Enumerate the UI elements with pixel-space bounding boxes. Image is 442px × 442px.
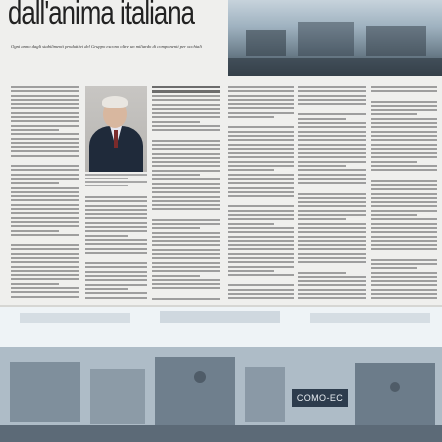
factory-photo-top (228, 0, 442, 76)
text-line (298, 135, 366, 137)
portrait-caption (85, 174, 147, 188)
text-line (228, 236, 294, 238)
text-line (85, 279, 147, 281)
text-line (85, 252, 147, 254)
text-line (11, 133, 79, 135)
text-line (298, 253, 366, 255)
text-line (298, 156, 366, 158)
text-line (228, 131, 294, 133)
text-line (298, 280, 366, 282)
text-line (371, 105, 437, 107)
text-line (11, 287, 79, 289)
text-line (152, 253, 220, 255)
text-line (371, 139, 437, 141)
text-line (298, 240, 366, 242)
text-line (152, 174, 200, 176)
text-line (228, 205, 294, 207)
text-line (152, 108, 220, 110)
text-line (152, 178, 220, 180)
text-line (85, 235, 128, 237)
text-line (11, 191, 79, 193)
text-column (371, 86, 437, 300)
text-line (85, 297, 147, 299)
text-line (228, 95, 294, 97)
text-line (371, 169, 437, 171)
text-line (228, 169, 274, 171)
text-line (228, 187, 294, 189)
text-line (371, 231, 437, 233)
text-line (11, 266, 79, 268)
text-line (11, 225, 79, 227)
text-line (152, 223, 220, 225)
text-line (85, 196, 147, 198)
text-line (11, 248, 79, 250)
text-line (298, 276, 366, 278)
text-line (152, 104, 220, 106)
text-line (228, 240, 294, 242)
text-line (371, 113, 417, 115)
text-line (371, 267, 417, 269)
text-line (152, 99, 220, 101)
text-line (152, 196, 220, 198)
text-line (298, 86, 366, 88)
text-line (298, 174, 366, 176)
text-line (298, 297, 366, 299)
text-line (371, 152, 437, 154)
text-column (228, 86, 294, 300)
text-line (152, 144, 220, 146)
article-deck: Ogni anno dagli stabilimenti produttivi del Gruppo escono oltre un miliardo di componenti per occhiali (11, 44, 202, 49)
text-line (371, 197, 437, 199)
text-line (11, 278, 79, 280)
text-line (11, 129, 59, 131)
text-line (11, 138, 79, 140)
text-line (85, 200, 147, 202)
text-line (298, 293, 366, 295)
text-line (228, 135, 294, 137)
text-line (371, 214, 417, 216)
text-line (371, 236, 437, 238)
text-line (371, 161, 417, 163)
text-line (298, 201, 366, 203)
text-line (228, 297, 294, 299)
text-line (228, 116, 274, 118)
text-line (298, 169, 366, 171)
text-line (152, 262, 220, 264)
text-line (152, 270, 220, 272)
text-line (298, 161, 366, 163)
text-line (11, 90, 79, 92)
text-line (298, 118, 346, 120)
text-line (228, 253, 294, 255)
text-line (85, 217, 147, 219)
text-line (228, 284, 294, 286)
text-line (298, 122, 366, 124)
text-line (298, 210, 366, 212)
text-line (228, 289, 294, 291)
text-line (11, 291, 79, 293)
text-line (152, 157, 220, 159)
text-line (371, 227, 437, 229)
article-headline: dall'anima italiana (8, 0, 195, 31)
text-line (85, 222, 147, 224)
text-line (298, 272, 346, 274)
text-line (85, 262, 147, 264)
text-line (11, 195, 79, 197)
text-line (371, 126, 437, 128)
text-line (11, 146, 79, 148)
text-line (228, 257, 294, 259)
text-line (371, 263, 437, 265)
text-line (85, 226, 147, 228)
text-line (228, 248, 294, 250)
text-line (85, 266, 147, 268)
text-line (11, 169, 79, 171)
text-line (152, 129, 220, 131)
text-line (11, 234, 79, 236)
text-line (11, 230, 59, 232)
text-line (371, 156, 437, 158)
text-line (152, 112, 220, 114)
text-line (298, 284, 366, 286)
text-line (152, 161, 220, 163)
text-line (371, 297, 437, 299)
text-line (85, 243, 147, 245)
text-line (152, 236, 220, 238)
text-line (371, 180, 437, 182)
text-line (371, 259, 437, 261)
text-line (152, 140, 220, 142)
text-line (11, 204, 79, 206)
text-line (152, 95, 220, 97)
text-line (298, 223, 366, 225)
text-line (152, 86, 220, 88)
factory-floor-illustration (0, 307, 442, 442)
text-line (371, 248, 437, 250)
text-line (298, 227, 366, 229)
text-line (298, 193, 366, 195)
text-line (152, 283, 220, 285)
text-line (371, 148, 437, 150)
text-line (11, 174, 79, 176)
text-line (152, 125, 220, 127)
text-line (152, 148, 220, 150)
text-line (298, 218, 346, 220)
text-line (298, 257, 366, 259)
text-line (11, 244, 79, 246)
factory-photo-bottom (0, 307, 442, 442)
text-line (11, 261, 79, 263)
text-line (11, 155, 79, 157)
text-line (152, 275, 200, 277)
text-line (371, 240, 437, 242)
text-line (11, 274, 79, 276)
text-line (371, 86, 437, 88)
text-line (371, 205, 437, 207)
text-line (371, 272, 437, 274)
text-line (298, 95, 366, 97)
text-line (11, 165, 79, 167)
text-line (85, 271, 147, 273)
text-line (298, 205, 366, 207)
text-line (152, 116, 220, 118)
text-line (11, 116, 79, 118)
text-line (152, 165, 220, 167)
text-line (228, 191, 294, 193)
text-line (228, 148, 294, 150)
text-line (152, 90, 220, 92)
text-line (228, 231, 294, 233)
text-line (298, 214, 366, 216)
text-line (228, 214, 294, 216)
text-line (298, 178, 366, 180)
text-line (371, 118, 437, 120)
text-line (152, 298, 220, 300)
text-line (85, 213, 147, 215)
text-line (228, 152, 294, 154)
text-line (152, 200, 220, 202)
text-line (85, 288, 128, 290)
text-line (228, 218, 294, 220)
text-line (371, 122, 437, 124)
text-line (298, 197, 366, 199)
text-line (152, 279, 220, 281)
text-line (298, 289, 366, 291)
text-line (11, 253, 79, 255)
text-line (228, 174, 294, 176)
text-line (11, 182, 59, 184)
text-line (152, 287, 220, 289)
text-line (298, 236, 366, 238)
text-line (371, 135, 437, 137)
text-line (228, 90, 294, 92)
text-line (85, 275, 147, 277)
text-line (298, 90, 366, 92)
text-line (228, 112, 294, 114)
text-line (228, 244, 294, 246)
text-line (228, 227, 294, 229)
text-line (11, 217, 79, 219)
text-line (11, 208, 79, 210)
text-line (11, 199, 79, 201)
text-line (228, 161, 294, 163)
text-line (228, 139, 294, 141)
text-line (298, 139, 366, 141)
text-line (11, 120, 79, 122)
text-line (228, 195, 294, 197)
text-line (152, 153, 220, 155)
text-line (371, 184, 437, 186)
text-line (11, 86, 79, 88)
text-line (371, 109, 437, 111)
text-line (11, 283, 59, 285)
text-line (371, 165, 437, 167)
text-line (11, 212, 79, 214)
text-line (152, 240, 220, 242)
text-line (371, 218, 437, 220)
text-line (371, 289, 437, 291)
text-line (298, 152, 366, 154)
text-line (298, 113, 366, 115)
text-line (152, 257, 220, 259)
text-line (298, 99, 366, 101)
text-column (152, 86, 220, 300)
text-line (228, 107, 294, 109)
text-line (298, 148, 366, 150)
executive-portrait (85, 86, 147, 172)
text-line (298, 144, 366, 146)
text-line (228, 156, 294, 158)
text-line (11, 99, 79, 101)
text-line (228, 223, 274, 225)
text-line (85, 205, 147, 207)
text-line (85, 248, 147, 250)
text-line (11, 270, 79, 272)
factory-sign: COMO-EC (292, 389, 348, 407)
text-line (85, 239, 147, 241)
text-line (228, 144, 294, 146)
text-line (298, 126, 366, 128)
text-line (371, 101, 437, 103)
text-line (228, 103, 294, 105)
text-column (11, 86, 79, 300)
text-line (152, 219, 220, 221)
text-line (298, 165, 346, 167)
text-line (152, 204, 220, 206)
text-line (371, 201, 437, 203)
text-line (152, 187, 220, 189)
text-line (11, 125, 79, 127)
text-column (298, 86, 366, 300)
text-line (228, 99, 294, 101)
text-line (152, 232, 220, 234)
text-line (371, 144, 437, 146)
text-line (371, 280, 437, 282)
text-line (371, 193, 437, 195)
text-line (152, 183, 220, 185)
text-line (152, 244, 220, 246)
text-line (298, 248, 366, 250)
text-line (85, 292, 147, 294)
text-line (152, 121, 200, 123)
text-line (371, 223, 437, 225)
text-line (371, 90, 437, 92)
text-line (371, 244, 437, 246)
text-line (152, 208, 220, 210)
text-line (371, 293, 437, 295)
text-line (11, 107, 79, 109)
text-line (11, 103, 79, 105)
text-line (11, 221, 79, 223)
text-line (298, 231, 366, 233)
text-line (228, 266, 294, 268)
text-line (228, 178, 294, 180)
text-line (152, 170, 220, 172)
text-line (228, 270, 274, 272)
text-column (85, 196, 147, 300)
text-line (298, 244, 366, 246)
text-line (298, 131, 366, 133)
text-line (152, 249, 220, 251)
text-line (371, 210, 437, 212)
text-line (11, 178, 79, 180)
text-line (371, 284, 437, 286)
text-line (228, 165, 294, 167)
text-line (228, 261, 294, 263)
text-line (371, 188, 437, 190)
text-line (11, 150, 79, 152)
text-line (298, 261, 366, 263)
text-line (228, 86, 294, 88)
text-line (11, 142, 79, 144)
text-line (228, 210, 294, 212)
text-line (228, 126, 294, 128)
text-line (85, 230, 147, 232)
text-line (228, 274, 294, 276)
text-line (371, 276, 437, 278)
text-line (11, 112, 79, 114)
text-line (11, 257, 79, 259)
text-line (85, 209, 147, 211)
text-line (152, 191, 220, 193)
text-line (298, 103, 366, 105)
text-line (11, 187, 79, 189)
text-line (85, 284, 147, 286)
text-line (228, 182, 294, 184)
text-line (228, 293, 294, 295)
text-line (152, 227, 200, 229)
text-line (152, 266, 220, 268)
text-line (298, 182, 366, 184)
text-line (11, 95, 79, 97)
text-line (371, 131, 437, 133)
text-line (11, 296, 79, 298)
